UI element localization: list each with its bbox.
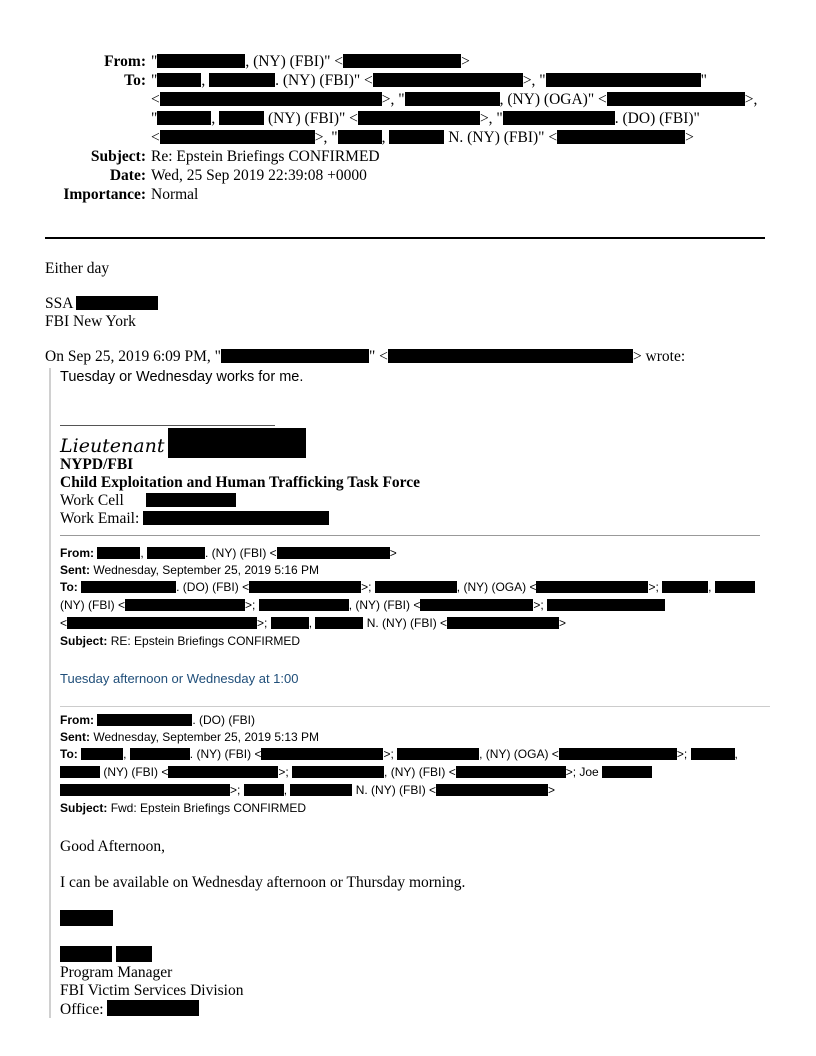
msg3-availability: I can be available on Wednesday afternoon or Thursday morning.: [60, 874, 466, 891]
signature-line: [60, 425, 275, 426]
importance-label: Importance:: [63, 186, 146, 203]
msg2-from: From: , . (NY) (FBI) < >: [60, 546, 397, 560]
to-label: To:: [124, 72, 146, 89]
work-email: Work Email:: [60, 510, 329, 528]
redaction: [60, 946, 112, 962]
quote-intro: On Sep 25, 2019 6:09 PM, " " < > wrote:: [45, 348, 686, 365]
msg3-from: From: . (DO) (FBI): [60, 713, 255, 727]
redaction: [76, 296, 158, 310]
msg3-sent: Sent: Wednesday, September 25, 2019 5:13 PM: [60, 730, 320, 744]
work-cell: Work Cell: [60, 492, 236, 510]
msg3-subject: Subject: Fwd: Epstein Briefings CONFIRMED: [60, 801, 307, 815]
header-divider: [45, 237, 765, 239]
subject-label: Subject:: [90, 148, 146, 165]
importance-value: Normal: [151, 186, 199, 203]
date-value: Wed, 25 Sep 2019 22:39:08 +0000: [151, 167, 367, 184]
lieutenant-signature: Lieutenant: [60, 428, 306, 458]
msg3-to: To: , . (NY) (FBI) < >; , (NY) (OGA) < >; ,: [60, 747, 738, 761]
task-force-name: Child Exploitation and Human Trafficking Task Force: [60, 474, 421, 491]
msg3-division: FBI Victim Services Division: [60, 982, 244, 999]
msg2-to-line2: (NY) (FBI) < >; , (NY) (FBI) < >;: [60, 597, 665, 613]
subject-value: Re: Epstein Briefings CONFIRMED: [151, 148, 380, 165]
email-header: [0, 52, 816, 204]
msg3-title: Program Manager: [60, 964, 173, 981]
org-nypd-fbi: NYPD/FBI: [60, 456, 134, 473]
msg3-to-line3: >; , N. (NY) (FBI) < >: [60, 782, 555, 798]
msg2-sent: Sent: Wednesday, September 25, 2019 5:16 PM: [60, 563, 320, 577]
quote-bar: [49, 368, 51, 1018]
redaction: [116, 946, 152, 962]
reply1-text: Tuesday or Wednesday works for me.: [60, 369, 304, 385]
to-value: " , . (NY) (FBI)" < >, " " < >, " , (NY) (OGA)" < >, " , (NY) (FBI)" < >, " . (DO) (FBI)" < >, " , N. (NY) (FBI)" < >: [151, 72, 758, 146]
message-separator: [60, 535, 760, 536]
signature-office: FBI New York: [45, 313, 136, 330]
reply-text: Either day: [45, 260, 110, 277]
date-label: Date:: [109, 167, 146, 184]
from-value: " , (NY) (FBI)" < >: [151, 53, 470, 70]
msg3-greeting: Good Afternoon,: [60, 838, 166, 855]
redaction: [60, 910, 113, 926]
msg3-to-line2: (NY) (FBI) < >; , (NY) (FBI) < >; Joe: [60, 764, 652, 780]
msg2-to: To: . (DO) (FBI) < >; , (NY) (OGA) < >; ,: [60, 579, 755, 595]
message-separator-2: [60, 706, 770, 707]
msg2-subject: Subject: RE: Epstein Briefings CONFIRMED: [60, 634, 301, 648]
msg2-to-line3: < >; , N. (NY) (FBI) < >: [60, 616, 567, 630]
msg3-office: Office:: [60, 1000, 199, 1019]
from-label: From:: [104, 53, 146, 70]
msg2-body: Tuesday afternoon or Wednesday at 1:00: [60, 671, 299, 686]
signature-ssa: SSA: [45, 295, 158, 313]
